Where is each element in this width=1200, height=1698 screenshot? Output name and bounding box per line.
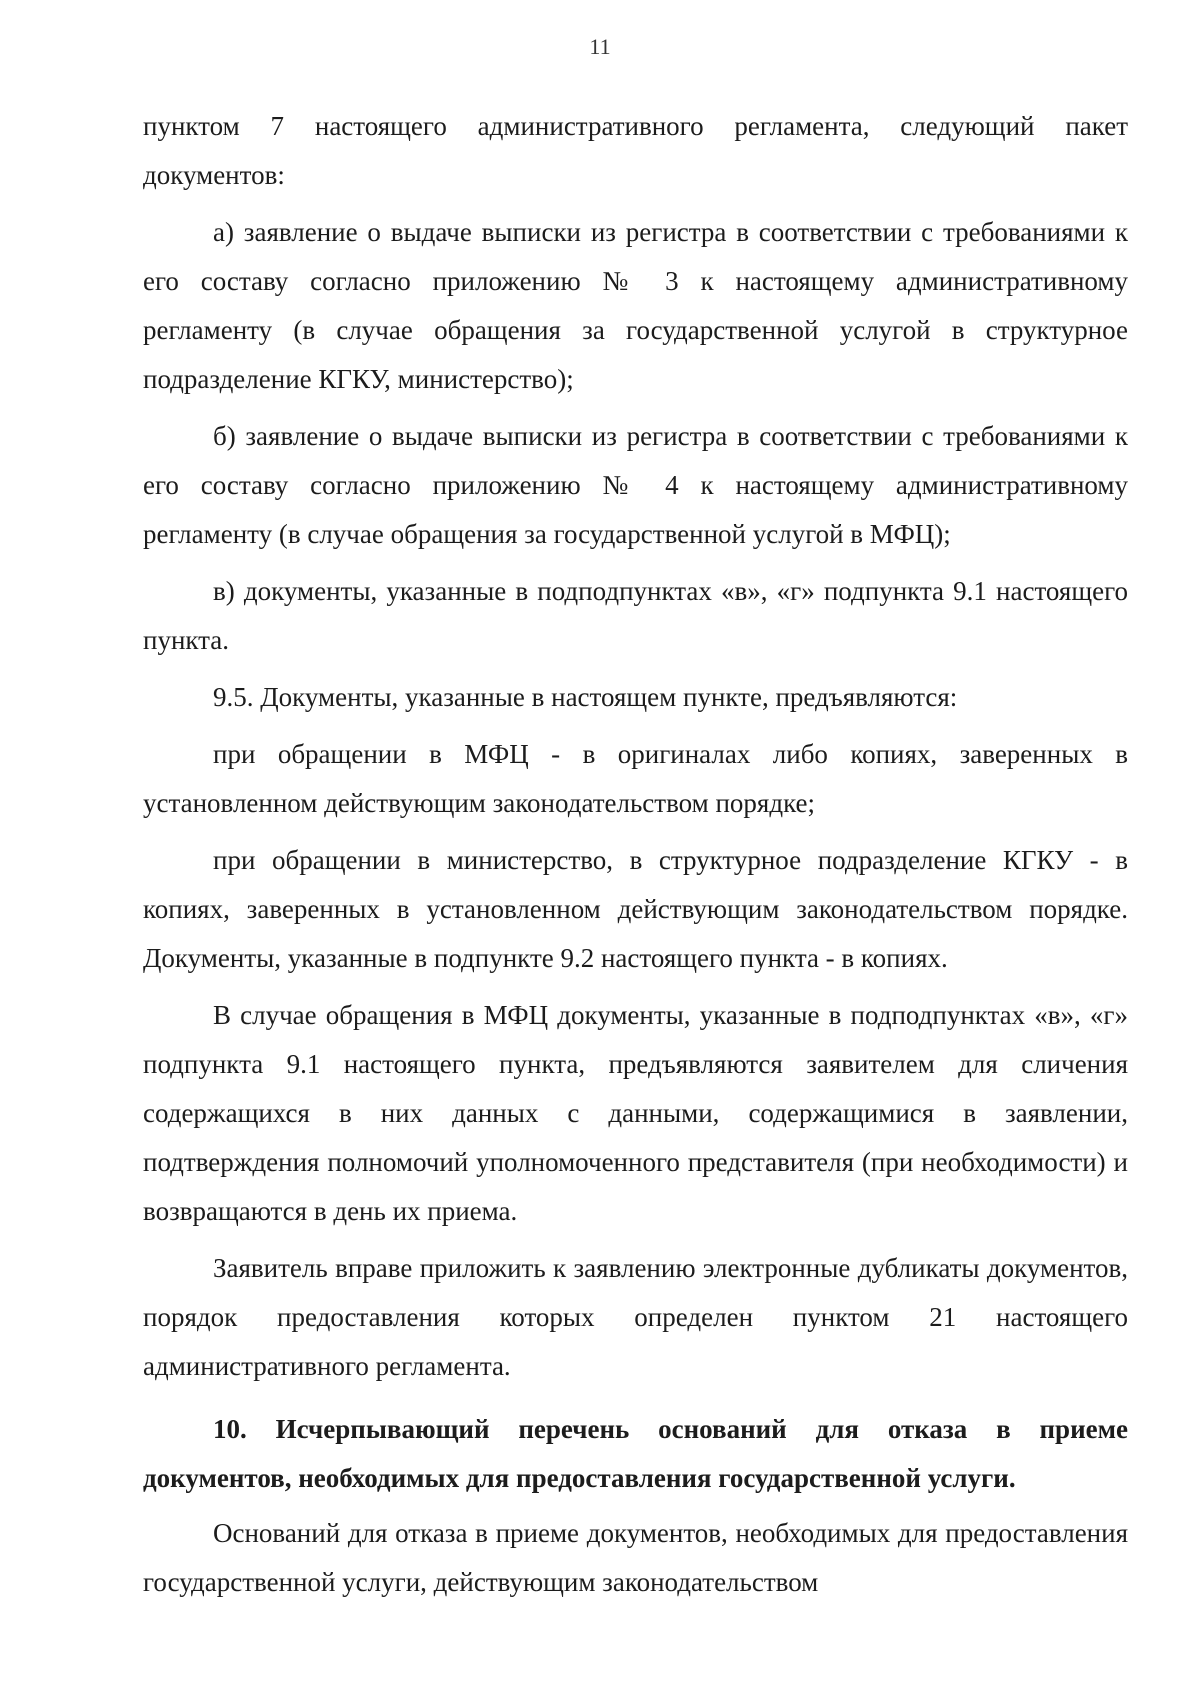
document-body <box>143 102 1128 1607</box>
section-heading-10: 10. Исчерпывающий перечень оснований для отказа в приеме документов, необходимых для предоставления государственной услуги. <box>143 1414 1128 1493</box>
paragraph-mfc-originals: при обращении в МФЦ - в оригиналах либо копиях, заверенных в установленном действующим законодательством порядке; <box>143 739 1128 818</box>
page-number: 11 <box>589 34 611 59</box>
paragraph-mfc-comparison: В случае обращения в МФЦ документы, указанные в подподпунктах «в», «г» подпункта 9.1 настоящего пункта, предъявляются заявителем для сличения содержащихся в них данных с данными, содержащимися в заявлении, подтверждения полномочий уполномоченного представителя (при необходимости) и возвращаются в день их приема. <box>143 1000 1128 1226</box>
paragraph-9-5: 9.5. Документы, указанные в настоящем пункте, предъявляются: <box>213 682 958 712</box>
paragraph-no-grounds: Оснований для отказа в приеме документов, необходимых для предоставления государственной услуги, действующим законодательством <box>143 1518 1128 1597</box>
paragraph-electronic-duplicates: Заявитель вправе приложить к заявлению электронные дубликаты документов, порядок предоставления которых определен пунктом 21 настоящего административного регламента. <box>143 1253 1128 1381</box>
paragraph-package-intro: пунктом 7 настоящего административного регламента, следующий пакет документов: <box>143 111 1128 190</box>
paragraph-ministry-copies: при обращении в министерство, в структурное подразделение КГКУ - в копиях, заверенных в установленном действующим законодательством порядке. Документы, указанные в подпункте 9.2 настоящего пункта - в копиях. <box>143 845 1128 973</box>
paragraph-item-b: б) заявление о выдаче выписки из регистра в соответствии с требованиями к его составу согласно приложению № 4 к настоящему административному регламенту (в случае обращения за государственной услугой в МФЦ); <box>143 421 1128 549</box>
paragraph-item-a: а) заявление о выдаче выписки из регистра в соответствии с требованиями к его составу согласно приложению № 3 к настоящему административному регламенту (в случае обращения за государственной услугой в структурное подразделение КГКУ, министерство); <box>143 217 1128 394</box>
paragraph-item-v: в) документы, указанные в подподпунктах «в», «г» подпункта 9.1 настоящего пункта. <box>143 576 1128 655</box>
